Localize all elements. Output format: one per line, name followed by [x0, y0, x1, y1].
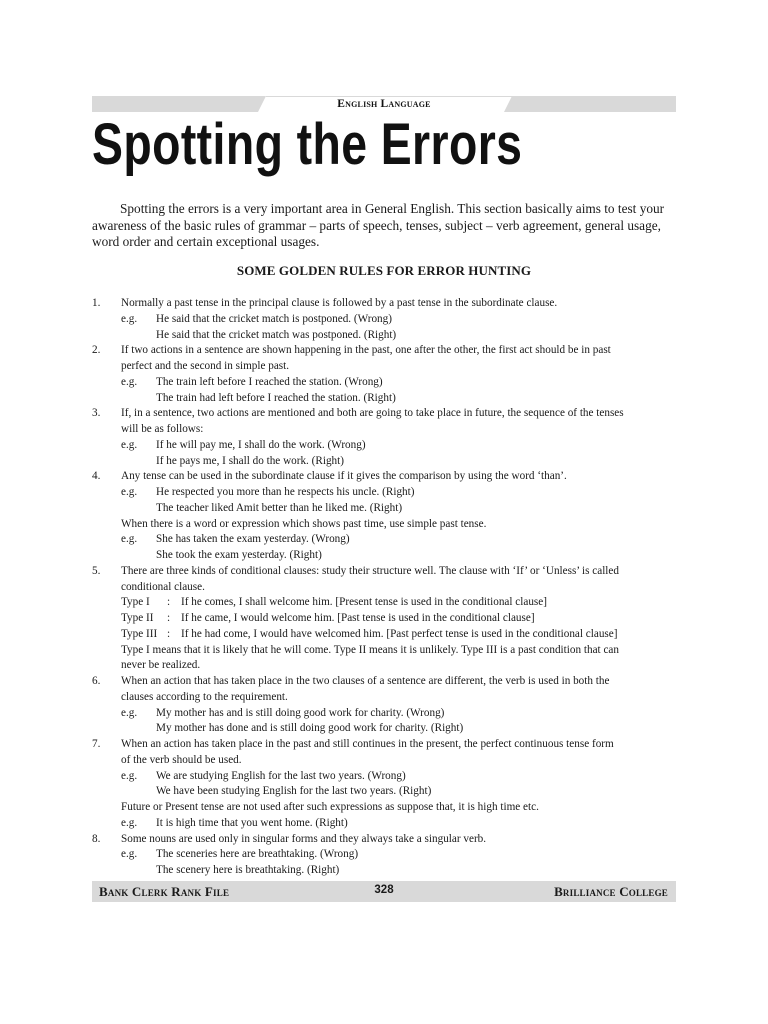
- rule-number: 7.: [92, 738, 101, 750]
- rule-text: If two actions in a sentence are shown happening in the past, one after the other, the first act should be in past: [121, 344, 611, 357]
- rule-number: 6.: [92, 675, 101, 687]
- footer-publisher: Brilliance College: [554, 884, 668, 899]
- example-label: e.g.: [121, 438, 138, 451]
- type-separator: :: [167, 612, 171, 624]
- example-text: He said that the cricket match is postponed. (Wrong): [156, 312, 392, 325]
- example-label: e.g.: [121, 769, 138, 782]
- type-separator: :: [167, 596, 171, 609]
- rule-number: 8.: [92, 832, 101, 845]
- rule-text: conditional clause.: [121, 580, 205, 593]
- intro-paragraph: Spotting the errors is a very important area in General English. This section basically aims to test your awareness of the basic rules of grammar – parts of speech, tenses, subject – verb agreement, general usage, word order and certain exceptional usages.: [92, 201, 665, 249]
- example-text: The sceneries here are breathtaking. (Wrong): [156, 848, 359, 861]
- rule-number: 4.: [92, 470, 101, 483]
- rule-number: 2.: [92, 344, 101, 357]
- section-header: English Language: [337, 98, 431, 110]
- example-text: We are studying English for the last two years. (Wrong): [156, 769, 406, 782]
- rule-text: clauses according to the requirement.: [121, 690, 288, 703]
- rule-text: When there is a word or expression which shows past time, use simple past tense.: [121, 517, 487, 530]
- example-label: e.g.: [121, 848, 138, 861]
- rule-text: will be as follows:: [121, 423, 204, 435]
- rule-text: There are three kinds of conditional clauses: study their structure well. The clause with ‘If’ or ‘Unless’ is called: [121, 564, 619, 577]
- rule-text: When an action has taken place in the past and still continues in the present, the perfect continuous tense form: [121, 738, 614, 750]
- rule-text: Type I means that it is likely that he will come. Type II means it is unlikely. Type III is a past condition that can: [121, 643, 619, 656]
- example-text: My mother has done and is still doing good work for charity. (Right): [156, 722, 464, 735]
- page-title: Spotting the Errors: [92, 112, 523, 177]
- example-text: The teacher liked Amit better than he liked me. (Right): [156, 501, 403, 514]
- type-text: If he comes, I shall welcome him. [Present tense is used in the conditional clause]: [181, 596, 547, 609]
- rule-text: of the verb should be used.: [121, 753, 242, 766]
- example-text: He respected you more than he respects his uncle. (Right): [156, 486, 415, 498]
- type-label: Type III: [121, 627, 158, 640]
- rule-number: 3.: [92, 407, 101, 420]
- example-text: She took the exam yesterday. (Right): [156, 549, 322, 561]
- example-text: The train left before I reached the station. (Wrong): [156, 375, 383, 388]
- example-text: My mother has and is still doing good work for charity. (Wrong): [156, 706, 445, 719]
- example-label: e.g.: [121, 533, 138, 546]
- rule-number: 1.: [92, 297, 101, 309]
- example-text: We have been studying English for the last two years. (Right): [156, 785, 432, 798]
- example-label: e.g.: [121, 312, 138, 325]
- example-text: The train had left before I reached the station. (Right): [156, 391, 396, 404]
- example-text: It is high time that you went home. (Right): [156, 816, 348, 829]
- rules-heading: SOME GOLDEN RULES FOR ERROR HUNTING: [236, 263, 532, 278]
- example-text: If he will pay me, I shall do the work. (Wrong): [156, 438, 366, 451]
- footer-book-title: Bank Clerk Rank File: [99, 884, 230, 899]
- example-label: e.g.: [121, 706, 138, 719]
- type-label: Type II: [121, 612, 154, 624]
- rule-text: When an action that has taken place in the two clauses of a sentence are different, the verb is used in both the: [121, 675, 610, 687]
- example-label: e.g.: [121, 816, 138, 829]
- rule-text: Future or Present tense are not used after such expressions as suppose that, it is high time etc.: [121, 801, 539, 813]
- rule-text: perfect and the second in simple past.: [121, 360, 290, 372]
- rule-text: never be realized.: [121, 659, 201, 672]
- example-text: She has taken the exam yesterday. (Wrong): [156, 533, 350, 546]
- type-separator: :: [167, 627, 171, 640]
- rule-text: Any tense can be used in the subordinate clause if it gives the comparison by using the word ‘than’.: [121, 470, 567, 483]
- rule-text: Some nouns are used only in singular forms and they always take a singular verb.: [121, 832, 487, 845]
- type-text: If he came, I would welcome him. [Past tense is used in the conditional clause]: [181, 612, 535, 624]
- example-text: The scenery here is breathtaking. (Right): [156, 864, 340, 876]
- example-label: e.g.: [121, 486, 138, 498]
- example-text: He said that the cricket match was postponed. (Right): [156, 328, 397, 341]
- rule-text: If, in a sentence, two actions are mentioned and both are going to take place in future, the sequence of the tenses: [121, 407, 624, 420]
- example-text: If he pays me, I shall do the work. (Right): [156, 454, 344, 467]
- type-label: Type I: [121, 596, 150, 609]
- page-number: 328: [374, 884, 394, 896]
- example-label: e.g.: [121, 375, 138, 388]
- type-text: If he had come, I would have welcomed him. [Past perfect tense is used in the conditional clause]: [181, 627, 618, 640]
- rule-text: Normally a past tense in the principal clause is followed by a past tense in the subordinate clause.: [121, 297, 558, 309]
- rule-number: 5.: [92, 564, 101, 577]
